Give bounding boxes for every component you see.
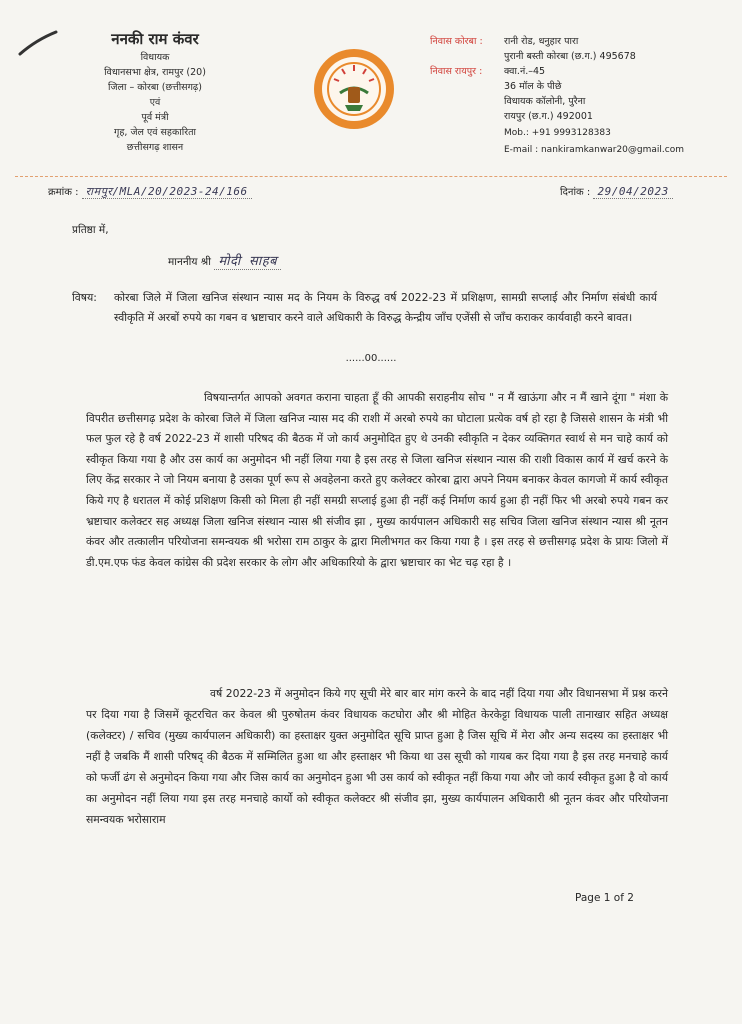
korba-address-row bbox=[430, 34, 730, 49]
reference-label: क्रमांक : bbox=[48, 187, 79, 198]
former-minister-line: पूर्व मंत्री bbox=[141, 112, 169, 123]
mobile-number: Mob.: +91 9993128383 bbox=[504, 128, 611, 138]
and-line: एवं bbox=[149, 97, 161, 108]
page-number: Page 1 of 2 bbox=[575, 892, 634, 904]
separator-line: ......00...... bbox=[345, 353, 397, 364]
korba-address-line-2: पुरानी बस्ती कोरबा (छ.ग.) 495678 bbox=[504, 51, 636, 62]
sender-name: ननकी राम कंवर bbox=[111, 30, 199, 48]
constituency-line: विधानसभा क्षेत्र, रामपुर (20) bbox=[104, 67, 206, 78]
body-paragraph-2: वर्ष 2022-23 में अनुमोदन किये गए सूची मेरे बार बार मांग करने के बाद नहीं दिया गया और विधानसभा में प्रश्न करने पर दिया गया है जिसमें कूटरचित कर केवल श्री पुरुषोतम कंवर विधायक कटघोरा और श्री मोहित केरकेट्टा विधायक पाली तानाखार सहित अध्यक्ष (कलेक्टर) / सचिव (मुख्य कार्यपालन अधिकारी) का हस्ताक्षर युक्त अनुमोदित सूचि प्राप्त हुआ है जिस सूचि में मेरा और अन्य सदस्य का हस्ताक्षर भी नहीं है जबकि मैं शासी परिषद् की बैठक में सम्मिलित हुआ था और हस्ताक्षर भी किया था उस सूची को गायब कर दिया गया है इस तरह मनचाहे कार्य को फर्जी ढंग से अनुमोदन किया गया और जिस कार्य का अनुमोदन हुआ भी उस कार्य को स्वीकृत नहीं किया गया और जो कार्य स्वीकृत हुआ है वो कार्य का अनुमोदन नहीं लिया गया इस तरह मनचाहे कार्यो को स्वीकृत कलेक्टर श्री संजीव झा, मुख्य कार्यपालन अधिकारी श्री नूतन कंवर और परियोजना समन्वयक भरोसाराम bbox=[86, 687, 668, 826]
korba-address-row-2 bbox=[430, 49, 730, 64]
designation-line: विधायक bbox=[140, 52, 170, 63]
subject-label: विषय: bbox=[72, 291, 97, 304]
district-line: जिला – कोरबा (छत्तीसगढ़) bbox=[108, 82, 202, 93]
email-row bbox=[430, 143, 730, 158]
raipur-address-line-4: रायपुर (छ.ग.) 492001 bbox=[504, 111, 593, 122]
email-address: E-mail : nankiramkanwar20@gmail.com bbox=[504, 145, 684, 155]
korba-address-line-1: रानी रोड, धनुहार पारा bbox=[504, 36, 579, 47]
addressee-handwritten: मोदी साहब bbox=[214, 254, 281, 270]
mobile-row bbox=[430, 126, 730, 141]
letter-date bbox=[560, 184, 673, 198]
raipur-address-row-4 bbox=[430, 109, 730, 124]
subject-block bbox=[72, 288, 657, 328]
letterhead-right bbox=[430, 34, 730, 158]
reference-number bbox=[48, 184, 252, 199]
raipur-address-line-3: विधायक कॉलोनी, पुरैना bbox=[504, 96, 586, 107]
subject-text: कोरबा जिले में जिला खनिज संस्थान न्यास मद के नियम के विरुद्ध वर्ष 2022-23 में प्रशिक्षण, सामग्री सप्लाई और निर्माण संबंधी कार्य स्वीकृति में अरबों रुपये का गबन व भ्रष्टाचार करने वाले अधिकारी के विरुद्ध केन्द्रीय जाँच एजेंसी से जाँच कराकर कार्यवाही करने बावत। bbox=[114, 291, 657, 324]
raipur-address-row-3 bbox=[430, 94, 730, 109]
reference-value: रामपुर/MLA/20/2023-24/166 bbox=[82, 185, 252, 199]
raipur-address-row bbox=[430, 64, 730, 79]
korba-address-label: निवास कोरबा : bbox=[430, 36, 483, 47]
salutation-line: प्रतिष्ठा में, bbox=[72, 224, 109, 236]
addressee-line bbox=[168, 251, 281, 269]
letterhead-divider bbox=[15, 176, 727, 178]
ink-stroke-mark bbox=[18, 30, 58, 60]
portfolio-line: गृह, जेल एवं सहकारिता bbox=[114, 127, 196, 138]
date-value: 29/04/2023 bbox=[593, 185, 672, 199]
government-emblem-icon bbox=[312, 47, 396, 131]
addressee-prefix: माननीय श्री bbox=[168, 256, 211, 268]
raipur-address-row-2 bbox=[430, 79, 730, 94]
raipur-address-label: निवास रायपुर : bbox=[430, 66, 483, 77]
government-line: छत्तीसगढ़ शासन bbox=[126, 142, 184, 153]
raipur-address-line-2: 36 मॉल के पीछे bbox=[504, 81, 562, 92]
body-paragraph-1: विषयान्तर्गत आपको अवगत कराना चाहता हूँ की आपकी सराहनीय सोच " न मैं खाऊंगा और न मैं खाने दूंगा " मंशा के विपरीत छत्तीसगढ़ प्रदेश के कोरबा जिले में जिला खनिज न्यास मद की राशी में अरबो रुपये का घोटाला प्रत्येक वर्ष हो रहा है जिससे शासन के मंत्री भी फल फुल रहे है वर्ष 2022-23 में शासी परिषद की बैठक में जो कार्य अनुमोदित हुए थे उनकी स्वीकृति न देकर व्यक्तिगत स्वार्थ से मन चाहे कार्य को स्वीकृत किया गया है और उस कार्य का अनुमोदन भी नहीं लिया गया है इस तरह से जिला खनिज संस्थान न्यास की राशी विकास कार्य में खर्च करने के लिए केंद्र सरकार ने जो नियम बनाया है उसका पूर्ण रूप से अवहेलना करते हुए कलेक्टर कोरबा द्वारा अपने नियम बनाकर केवल कागजो में कार्य स्वीकृत किये गए है धरातल में कोई प्रशिक्षण किसी को मिला ही नहीं समग्री सप्लाई हुआ ही नहीं कई निर्माण कार्य हुआ ही नहीं फिर भी अरबो रुपये गबन कर भ्रष्टाचार कलेक्टर सह अध्यक्ष जिला खनिज संस्थान न्यास श्री संजीव झा , मुख्य कार्यपालन अधिकारी सह सचिव जिला खनिज संस्थान न्यास श्री नूतन कंवर और तत्कालीन परियोजना समन्वयक श्री भरोसा राम ठाकुर के द्वारा मिलीभगत कर किया गया है । इस तरह से छत्तीसगढ़ प्रदेश के प्रायः जिलो में डी.एम.एफ फंड केवल कांग्रेस की प्रदेश सरकार के लोग और अधिकारियो के द्वारा भ्रष्टाचार का भेट चढ़ रहा है । bbox=[86, 391, 668, 569]
raipur-address-line-1: क्वा.नं.–45 bbox=[504, 66, 546, 77]
letterhead-left bbox=[55, 32, 255, 155]
date-label: दिनांक : bbox=[560, 187, 591, 198]
